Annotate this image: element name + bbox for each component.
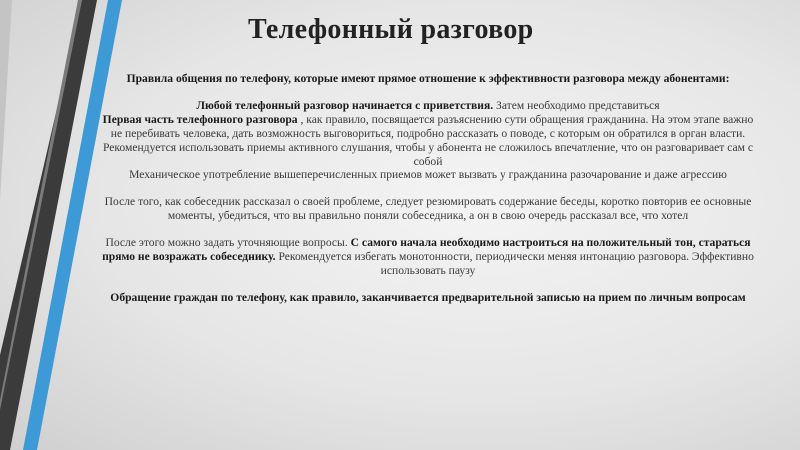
paragraph-mechanical-use: Механическое употребление вышеперечисленных приемов может вызвать у гражданина разочарование и даже агрессию xyxy=(129,168,727,182)
paragraph-questions: После этого можно задать уточняющие вопросы. С самого начала необходимо настроиться на положительный тон, стараться прямо не возражать собеседнику. Рекомендуется избегать монотонности, периодически меняя интонацию разговора. Эффективно использовать паузу xyxy=(102,236,754,277)
stripe-light xyxy=(0,0,12,200)
paragraph-ending: Обращение граждан по телефону, как правило, заканчивается предварительной записью на прием по личным вопросам xyxy=(110,290,746,304)
slide-body xyxy=(100,72,756,305)
paragraph-first-part: Первая часть телефонного разговора , как правило, посвящается разъяснению сути обращения гражданина. На этом этапе важно не перебивать человека, дать возможность выговориться, подробно рассказать о поводе, с которым он обратился в орган власти. xyxy=(102,112,754,140)
paragraph-greeting: Любой телефонный разговор начинается с приветствия. Затем необходимо представиться xyxy=(196,98,660,112)
paragraph-summarize: После того, как собеседник рассказал о своей проблеме, следует резюмировать содержание беседы, коротко повторив ее основные моменты, убедиться, что вы правильно поняли собеседника, а он в свою очередь рассказал все, что хотел xyxy=(104,195,752,223)
rules-heading: Правила общения по телефону, которые имеют прямое отношение к эффективности разговора между абонентами: xyxy=(126,72,730,85)
paragraph-active-listening: Рекомендуется использовать приемы активного слушания, чтобы у абонента не сложилось впечатление, что он разговаривает сам с собой xyxy=(102,140,754,168)
slide-title: Телефонный разговор xyxy=(248,14,534,45)
